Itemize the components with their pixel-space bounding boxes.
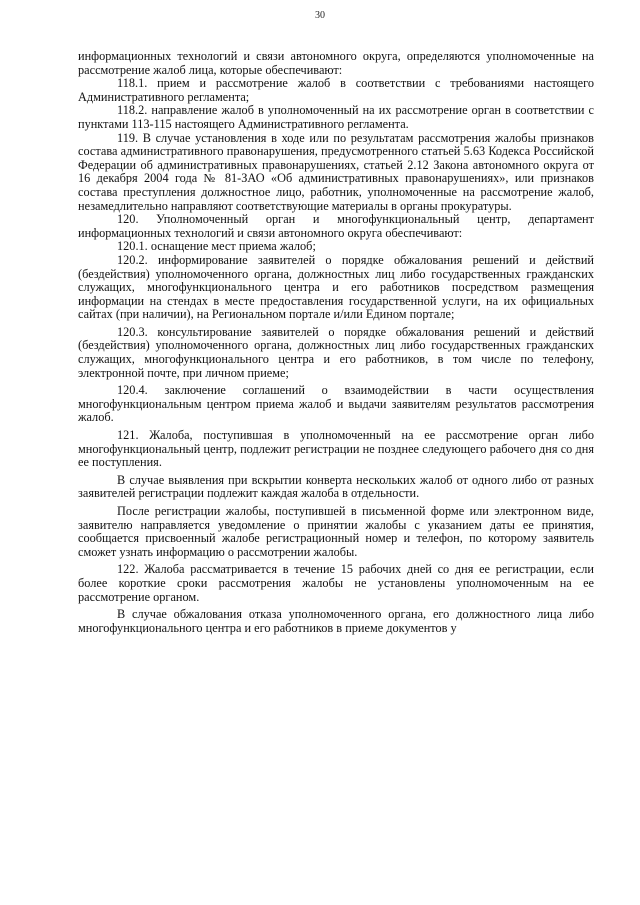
paragraph-121-envelope: В случае выявления при вскрытии конверта нескольких жалоб от одного либо от разных заявителей регистрации подлежит каждая жалоба в отдельности.	[78, 472, 594, 501]
paragraph-120-4: 120.4. заключение соглашений о взаимодействии в части осуществления многофункциональным центром приема жалоб и выдачи заявителям результатов рассмотрения жалоб.	[78, 383, 594, 425]
paragraph-120-3: 120.3. консультирование заявителей о порядке обжалования решений и действий (бездействия) уполномоченного органа, должностных лиц либо государственных гражданских служащих, многофункционального центра и его работников, в том числе по телефону, электронной почте, при личном приеме;	[78, 324, 594, 380]
document-body	[78, 50, 594, 635]
paragraph-118-2: 118.2. направление жалоб в уполномоченный на их рассмотрение орган в соответствии с пунктами 113-115 настоящего Административного регламента.	[78, 103, 594, 131]
paragraph-118-1: 118.1. прием и рассмотрение жалоб в соответствии с требованиями настоящего Административного регламента;	[78, 76, 594, 104]
paragraph-120-2: 120.2. информирование заявителей о порядке обжалования решений и действий (бездействия) уполномоченного органа, должностных лиц либо государственных гражданских служащих, многофункционального центра и его работников посредством размещения информации на стендах в месте предоставления государственной услуги, на их официальных сайтах (при наличии), на Региональном портале и/или Едином портале;	[78, 252, 594, 322]
paragraph-119: 119. В случае установления в ходе или по результатам рассмотрения жалобы признаков состава административного правонарушения, предусмотренного статьей 5.63 Кодекса Российской Федерации об административных правонарушениях, статьей 2.12 Закона автономного округа от 16 декабря 2004 года № 81-ЗАО «Об административных правонарушениях», или признаков состава преступления должностное лицо, работник, уполномоченные на рассмотрение жалоб, незамедлительно направляют соответствующие материалы в органы прокуратуры.	[78, 130, 594, 213]
page-number: 30	[315, 10, 325, 21]
paragraph-122-refusal: В случае обжалования отказа уполномоченного органа, его должностного лица либо многофункционального центра и его работников в приеме документов у	[78, 607, 594, 635]
paragraph-120-1: 120.1. оснащение мест приема жалоб;	[117, 239, 316, 254]
paragraph-121-notification: После регистрации жалобы, поступившей в письменной форме или электронном виде, заявителю направляется уведомление о принятии жалобы с указанием даты ее принятия, сообщается присвоенный жалобе регистрационный номер и телефон, по которому заявитель сможет узнать информацию о рассмотрении жалобы.	[78, 504, 594, 559]
paragraph-122: 122. Жалоба рассматривается в течение 15 рабочих дней со дня ее регистрации, если более короткие сроки рассмотрения жалобы не установлены уполномоченным на ее рассмотрение органом.	[78, 562, 594, 604]
paragraph-continuation: информационных технологий и связи автономного округа, определяются уполномоченные на рассмотрение жалоб лица, которые обеспечивают:	[78, 49, 594, 77]
paragraph-121: 121. Жалоба, поступившая в уполномоченный на ее рассмотрение орган либо многофункциональный центр, подлежит регистрации не позднее следующего рабочего дня со дня ее поступления.	[78, 428, 594, 470]
paragraph-120: 120. Уполномоченный орган и многофункциональный центр, департамент информационных технологий и связи автономного округа обеспечивают:	[78, 212, 594, 240]
